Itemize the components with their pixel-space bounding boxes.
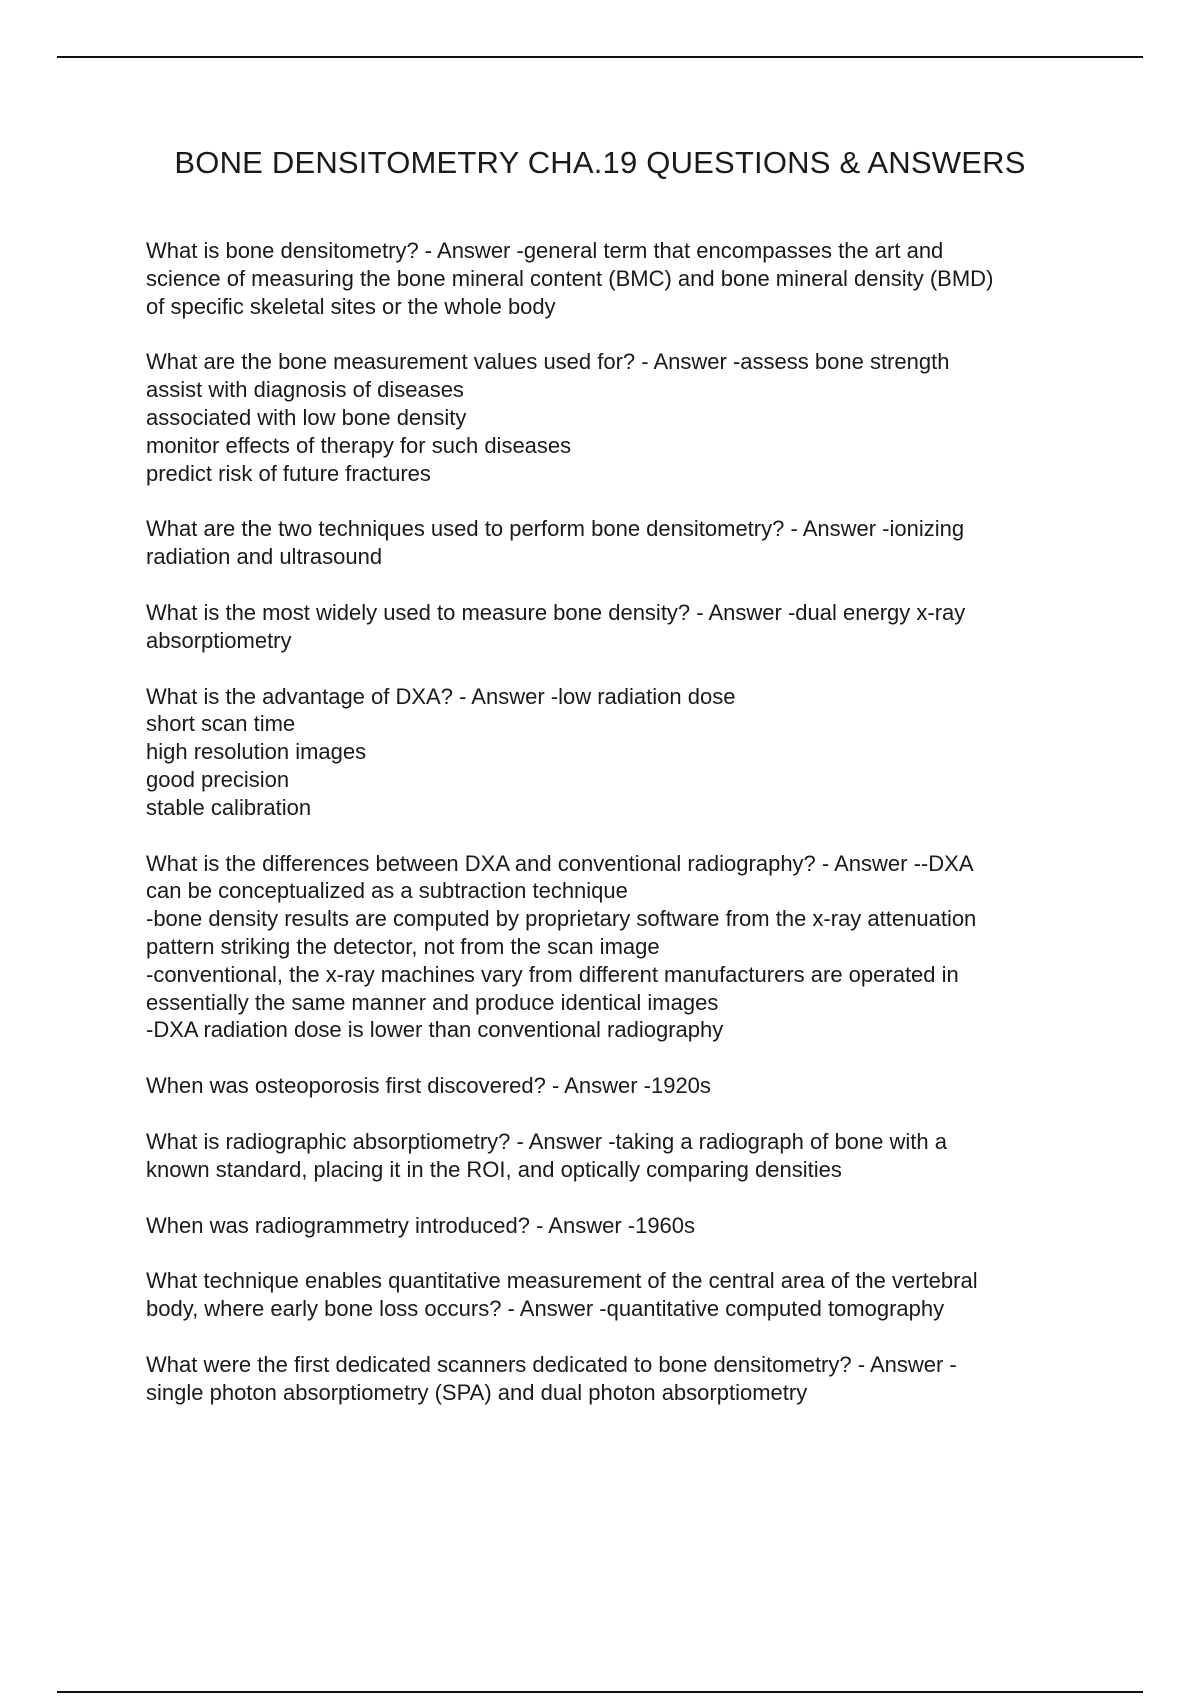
qa-item — [146, 1128, 1086, 1184]
qa-item — [146, 237, 1086, 320]
qa-line: absorptiometry — [146, 627, 292, 653]
qa-line: What technique enables quantitative measurement of the central area of the vertebral — [146, 1268, 978, 1294]
qa-item — [146, 1072, 1086, 1100]
qa-line: What are the bone measurement values used for? - Answer -assess bone strength — [146, 349, 950, 375]
qa-line: What is the most widely used to measure bone density? - Answer -dual energy x-ray — [146, 599, 966, 625]
qa-line: What is radiographic absorptiometry? - Answer -taking a radiograph of bone with a — [146, 1128, 947, 1154]
qa-line: -DXA radiation dose is lower than conventional radiography — [146, 1017, 724, 1043]
qa-line: science of measuring the bone mineral content (BMC) and bone mineral density (BMD) — [146, 265, 994, 291]
qa-line: short scan time — [146, 711, 296, 737]
qa-line: can be conceptualized as a subtraction technique — [146, 878, 628, 904]
qa-line: monitor effects of therapy for such diseases — [146, 432, 572, 458]
qa-item — [146, 683, 1086, 822]
qa-line: assist with diagnosis of diseases — [146, 377, 464, 403]
page-title: BONE DENSITOMETRY CHA.19 QUESTIONS & ANSWERS — [174, 145, 1026, 180]
bottom-rule — [57, 1691, 1143, 1693]
qa-line: What is the differences between DXA and conventional radiography? - Answer --DXA — [146, 850, 974, 876]
qa-line: stable calibration — [146, 794, 312, 820]
qa-line: known standard, placing it in the ROI, and optically comparing densities — [146, 1156, 842, 1182]
qa-line: high resolution images — [146, 739, 367, 765]
qa-line: What is bone densitometry? - Answer -general term that encompasses the art and — [146, 238, 944, 263]
qa-item — [146, 1267, 1086, 1323]
qa-line: What were the first dedicated scanners dedicated to bone densitometry? - Answer - — [146, 1351, 957, 1377]
qa-item — [146, 599, 1086, 655]
qa-list — [146, 237, 1086, 1435]
qa-line: good precision — [146, 766, 290, 792]
qa-item — [146, 1212, 1086, 1240]
qa-line: What are the two techniques used to perform bone densitometry? - Answer -ionizing — [146, 516, 965, 542]
qa-line: predict risk of future fractures — [146, 460, 431, 486]
qa-line: -bone density results are computed by proprietary software from the x-ray attenuation — [146, 906, 977, 932]
qa-line: radiation and ultrasound — [146, 544, 383, 570]
qa-line: single photon absorptiometry (SPA) and dual photon absorptiometry — [146, 1379, 808, 1405]
qa-item — [146, 515, 1086, 571]
qa-item — [146, 348, 1086, 487]
qa-line: When was radiogrammetry introduced? - Answer -1960s — [146, 1212, 696, 1238]
qa-line: pattern striking the detector, not from the scan image — [146, 933, 660, 959]
qa-line: -conventional, the x-ray machines vary from different manufacturers are operated in — [146, 961, 959, 987]
qa-item — [146, 1351, 1086, 1407]
qa-line: What is the advantage of DXA? - Answer -low radiation dose — [146, 683, 736, 709]
qa-line: essentially the same manner and produce identical images — [146, 989, 719, 1015]
qa-line: body, where early bone loss occurs? - Answer -quantitative computed tomography — [146, 1296, 945, 1322]
qa-item — [146, 850, 1086, 1045]
qa-line: of specific skeletal sites or the whole body — [146, 293, 556, 319]
qa-line: When was osteoporosis first discovered? - Answer -1920s — [146, 1073, 711, 1099]
top-rule — [57, 56, 1143, 58]
qa-line: associated with low bone density — [146, 404, 467, 430]
